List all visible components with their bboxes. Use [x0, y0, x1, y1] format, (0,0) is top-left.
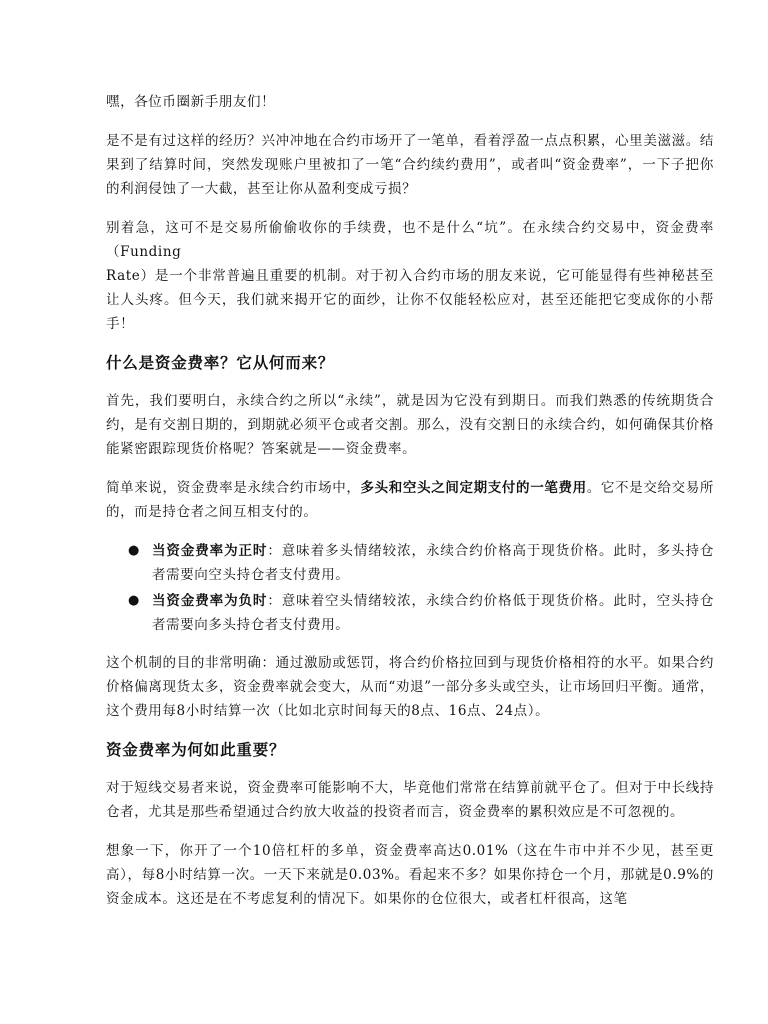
list-item-positive-text: ：意味着多头情绪较浓，永续合约价格高于现货价格。此时，多头持仓者需要向空头持仓者支付费用。	[152, 543, 714, 583]
section-1-paragraph-2	[106, 476, 714, 524]
section-1-p2-post: 。它不是交给交易所的，而是持仓者之间互相支付的。	[106, 480, 714, 520]
intro-paragraph-2	[106, 216, 714, 336]
section-1-paragraph-1: 首先，我们要明白，永续合约之所以“永续”，就是因为它没有到期日。而我们熟悉的传统期货合约，是有交割日期的，到期就必须平仓或者交割。那么，没有交割日的永续合约，如何确保其价格能紧密跟踪现货价格呢？答案就是——资金费率。	[106, 393, 714, 457]
section-heading-what-is-funding-rate: 什么是资金费率？它从何而来？	[106, 353, 335, 372]
bullet-icon: ●	[128, 543, 140, 558]
section-1-paragraph-3: 这个机制的目的非常明确：通过激励或惩罚，将合约价格拉回到与现货价格相符的水平。如果合约价格偏离现货太多，资金费率就会变大，从而“劝退”一部分多头或空头，让市场回归平衡。通常，这个费用每8小时结算一次（比如北京时间每天的8点、16点、24点）。	[106, 655, 714, 719]
section-2-paragraph-1: 对于短线交易者来说，资金费率可能影响不大，毕竟他们常常在结算前就平仓了。但对于中长线持仓者，尤其是那些希望通过合约放大收益的投资者而言，资金费率的累积效应是不可忽视的。	[106, 780, 714, 820]
section-1-p2-pre: 简单来说，资金费率是永续合约市场中，	[106, 480, 361, 496]
section-heading-why-important: 资金费率为何如此重要？	[106, 740, 286, 759]
list-item-negative-label: 当资金费率为负时	[152, 593, 268, 609]
article	[106, 90, 714, 926]
intro-paragraph-2-line-b: Rate）是一个非常普遍且重要的机制。对于初入合约市场的朋友来说，它可能显得有些神秘甚至让人头疼。但今天，我们就来揭开它的面纱，让你不仅能轻松应对，甚至还能把它变成你的小帮手！	[106, 268, 714, 332]
bullet-icon: ●	[128, 593, 140, 608]
section-1-p2-emphasis: 多头和空头之间定期支付的一笔费用	[360, 480, 587, 496]
list-item-positive-rate	[106, 539, 714, 587]
list-item-negative-rate	[106, 589, 714, 637]
funding-rate-bullet-list	[106, 539, 714, 637]
list-item-positive-label: 当资金费率为正时	[152, 543, 268, 559]
intro-paragraph-2-line-a: 别着急，这可不是交易所偷偷收你的手续费，也不是什么“坑”。在永续合约交易中，资金费率（Funding	[106, 220, 714, 260]
greeting-paragraph: 嘿，各位币圈新手朋友们！	[106, 94, 276, 110]
list-item-negative-text: ：意味着空头情绪较浓，永续合约价格低于现货价格。此时，空头持仓者需要向多头持仓者支付费用。	[152, 593, 714, 633]
intro-paragraph-1: 是不是有过这样的经历？兴冲冲地在合约市场开了一笔单，看着浮盈一点点积累，心里美滋滋。结果到了结算时间，突然发现账户里被扣了一笔“合约续约费用”，或者叫“资金费率”，一下子把你的利润侵蚀了一大截，甚至让你从盈利变成亏损？	[106, 133, 714, 197]
section-2-paragraph-2: 想象一下，你开了一个10倍杠杆的多单，资金费率高达0.01%（这在牛市中并不少见，甚至更高），每8小时结算一次。一天下来就是0.03%。看起来不多？如果你持仓一个月，那就是0.9%的资金成本。这还是在不考虑复利的情况下。如果你的仓位很大，或者杠杆很高，这笔	[106, 843, 714, 907]
